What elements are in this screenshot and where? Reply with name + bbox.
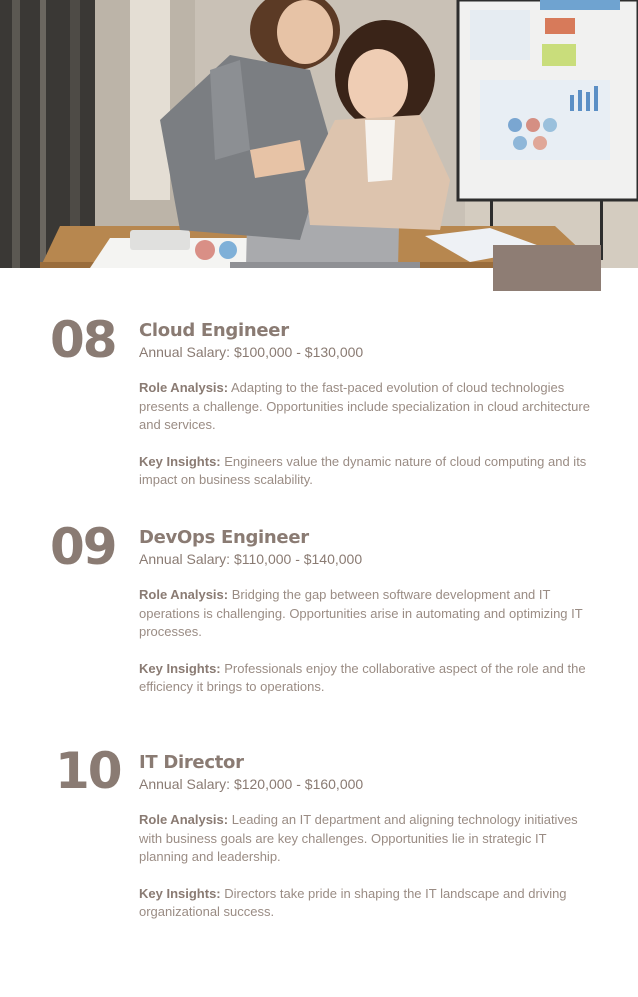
role-salary: Annual Salary: $120,000 - $160,000	[139, 776, 364, 792]
role-analysis-label: Role Analysis:	[139, 380, 229, 395]
key-insights	[139, 453, 594, 490]
key-insights	[139, 660, 594, 697]
role-content	[139, 527, 594, 697]
key-insights-label: Key Insights:	[139, 453, 221, 469]
hero-photo	[0, 0, 638, 268]
role-analysis-text: Leading an IT department and aligning technology initiatives with business goals are key challenges. Opportunities lie in strategic IT planning and leadership.	[139, 812, 578, 864]
role-salary: Annual Salary: $100,000 - $130,000	[139, 344, 364, 360]
key-insights-label: Key Insights:	[139, 660, 221, 676]
role-number: 08	[50, 311, 116, 369]
role-title: IT Director	[139, 752, 244, 773]
role-analysis-text: Bridging the gap between software development and IT operations is challenging. Opportunities arise in automating and optimizing IT processes.	[139, 587, 583, 639]
role-content	[139, 320, 594, 490]
role-analysis	[139, 586, 594, 642]
role-analysis-label: Role Analysis:	[139, 587, 229, 602]
role-salary: Annual Salary: $110,000 - $140,000	[139, 551, 363, 567]
office-photo-icon	[0, 0, 638, 268]
key-insights	[139, 885, 594, 922]
key-insights-label: Key Insights:	[139, 885, 221, 901]
key-insights-text: Professionals enjoy the collaborative aspect of the role and the efficiency it brings to operations.	[139, 660, 586, 694]
role-analysis-text: Adapting to the fast-paced evolution of cloud technologies presents a challenge. Opportunities include specialization in cloud architecture and services.	[139, 380, 590, 432]
key-insights-text: Engineers value the dynamic nature of cloud computing and its impact on business scalability.	[139, 453, 587, 487]
key-insights-text: Directors take pride in shaping the IT landscape and driving organizational success.	[139, 885, 567, 919]
accent-block	[493, 245, 601, 291]
role-number: 10	[55, 742, 121, 800]
role-number: 09	[50, 518, 116, 576]
role-content	[139, 752, 594, 922]
role-title: DevOps Engineer	[139, 527, 309, 548]
role-title: Cloud Engineer	[139, 320, 289, 341]
role-analysis	[139, 379, 594, 435]
role-analysis	[139, 811, 594, 867]
role-analysis-label: Role Analysis:	[139, 812, 229, 827]
